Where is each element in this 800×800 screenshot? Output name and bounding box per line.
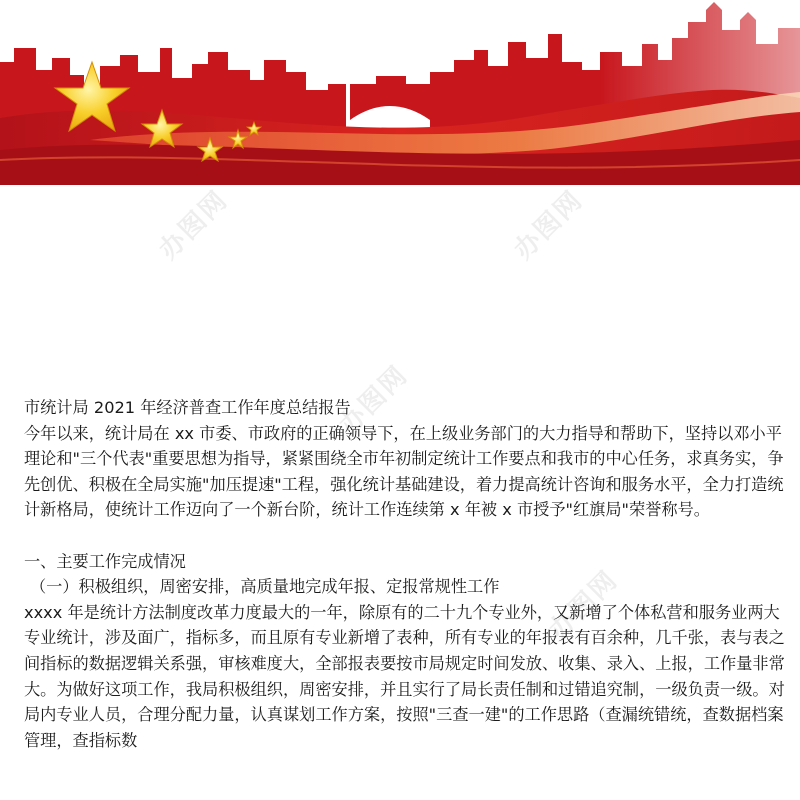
watermark: 办图网 <box>333 359 415 441</box>
subsection-heading: （一）积极组织，周密安排，高质量地完成年报、定报常规性工作 <box>30 577 500 597</box>
intro-paragraph: 今年以来，统计局在 xx 市委、市政府的正确领导下，在上级业务部门的大力指导和帮助下，坚持以邓小平理论和"三个代表"重要思想为指导，紧紧围绕全市年初制定统计工作要点和我市的中心任务，求真务实，争先创优、积极在全局实施"加压提速"工程，强化统计基础建设，着力提高统计咨询和服务水平，全力打造统计新格局，使统计工作迈向了一个新台阶，统计工作连续第 x 年被 x 市授予"红旗局"荣誉称号。 <box>24 423 784 520</box>
document-title: 市统计局 2021 年经济普查工作年度总结报告 <box>24 398 351 417</box>
watermark: 办图网 <box>508 184 590 266</box>
document-body <box>24 395 794 753</box>
paragraph-spacer <box>24 523 794 549</box>
header-banner <box>0 0 800 185</box>
watermark: 办图网 <box>543 564 625 646</box>
watermark: 办图网 <box>153 184 235 266</box>
body-paragraph: xxxx 年是统计方法制度改革力度最大的一年，除原有的二十九个专业外，又新增了个体私营和服务业两大专业统计，涉及面广，指标多，而且原有专业新增了表种，所有专业的年报表有百余种，几千张，表与表之间指标的数据逻辑关系强，审核难度大，全部报表要按市局规定时间发放、收集、录入、上报，工作量非常大。为做好这项工作，我局积极组织，周密安排，并且实行了局长责任制和过错追究制，一级负责一级。对局内专业人员，合理分配力量，认真谋划工作方案，按照"三查一建"的工作思路（查漏统错统，查数据档案管理，查指标数 <box>24 602 785 750</box>
section-heading: 一、主要工作完成情况 <box>24 551 186 571</box>
skyline-banner-graphic <box>0 0 800 185</box>
